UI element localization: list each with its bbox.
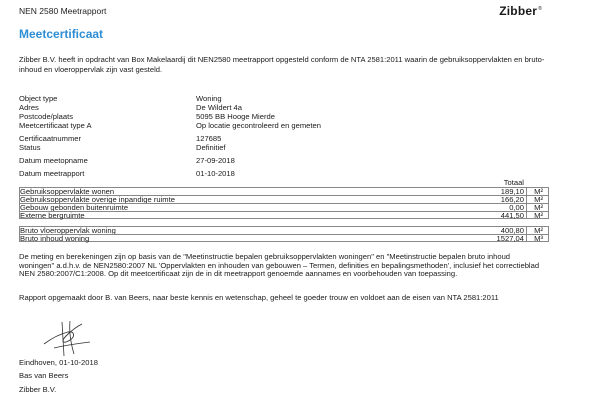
field-value: De Wildert 4a <box>196 103 243 112</box>
table-row <box>19 187 549 195</box>
row-unit: M² <box>534 187 543 196</box>
field-label: Postcode/plaats <box>19 112 74 121</box>
field-status <box>19 143 319 153</box>
row-unit: M² <box>534 203 543 212</box>
column-divider <box>526 211 527 219</box>
row-label: Bruto vloeroppervlak woning <box>20 226 116 235</box>
row-value: 441,50 <box>500 211 524 220</box>
field-value: 5095 BB Hooge Mierde <box>196 112 275 121</box>
row-label: Gebruiksoppervlakte overige inpandige ruimte <box>20 195 175 204</box>
field-value: Woning <box>196 94 222 103</box>
field-value: 127685 <box>196 134 222 143</box>
row-label: Bruto inhoud woning <box>20 234 90 243</box>
row-label: Externe bergruimte <box>20 211 85 220</box>
column-divider <box>526 195 527 203</box>
table-row <box>19 203 549 211</box>
field-label: Meetcertificaat type A <box>19 121 92 130</box>
row-unit: M³ <box>534 234 543 243</box>
row-border <box>19 234 549 242</box>
methodology-paragraph: De meting en berekeningen zijn op basis van de "Meetinstructie bepalen gebruiksoppervlakten woningen" en "Meetinstructie bepalen bruto inhoud woningen" a.d.h.v. de NEN2580:2007 NL 'Oppervlakten en inhouden van gebouwen – Termen, definities en bepalingsmethoden', inclusief het correctieblad NEN 2580:2007/C1:2008. Op dit meetcertificaat zijn de in dit meetrapport genoemde aannames en voorbehouden van toepassing. <box>19 252 540 279</box>
row-unit: M² <box>534 195 543 204</box>
field-label: Certificaatnummer <box>19 134 82 143</box>
table-row <box>19 226 549 234</box>
statement-paragraph: Rapport opgemaakt door B. van Beers, naar beste kennis en wetenschap, geheel te goeder trouw en voldoet aan de eisen van NTA 2581:2011 <box>19 293 499 302</box>
row-value: 189,10 <box>500 187 524 196</box>
table-row <box>19 234 549 242</box>
field-value: 01-10-2018 <box>196 169 235 178</box>
field-value: Definitief <box>196 143 226 152</box>
row-value: 166,20 <box>500 195 524 204</box>
signoff-company: Zibber B.V. <box>19 385 57 394</box>
row-label: Gebouw gebonden buitenruimte <box>20 203 129 212</box>
intro-paragraph: Zibber B.V. heeft in opdracht van Box Makelaardij dit NEN2580 meetrapport opgesteld conform de NTA 2581:2011 waarin de gebruiksoppervlakten en bruto- inhoud en vloeroppervlak zijn vast gesteld. <box>19 55 545 74</box>
field-label: Object type <box>19 94 58 103</box>
column-divider <box>526 203 527 211</box>
field-value: Op locatie gecontroleerd en gemeten <box>196 121 321 130</box>
brand-logo <box>499 4 542 18</box>
brand-name: Zibber <box>499 4 538 18</box>
field-label: Datum meetrapport <box>19 169 85 178</box>
row-unit: M² <box>534 211 543 220</box>
row-border <box>19 211 549 219</box>
row-value: 0,00 <box>509 203 524 212</box>
report-name: NEN 2580 Meetrapport <box>19 6 107 16</box>
field-label: Datum meetopname <box>19 156 88 165</box>
field-label: Adres <box>19 103 39 112</box>
row-value: 400,80 <box>500 226 524 235</box>
field-report-date <box>19 169 319 179</box>
signature-image <box>40 318 95 358</box>
table-row <box>19 211 549 219</box>
row-unit: M² <box>534 226 543 235</box>
field-measure-date <box>19 156 319 166</box>
total-column-header: Totaal <box>503 178 524 187</box>
field-certificate-type <box>19 121 319 131</box>
row-value: 1527,04 <box>496 234 524 243</box>
field-value: 27-09-2018 <box>196 156 235 165</box>
column-divider <box>526 226 527 234</box>
brand-registered-mark: ® <box>538 6 542 12</box>
signoff-place-date: Eindhoven, 01-10-2018 <box>19 358 98 367</box>
table-row <box>19 195 549 203</box>
column-divider <box>526 187 527 195</box>
row-label: Gebruiksoppervlakte wonen <box>20 187 115 196</box>
page-title: Meetcertificaat <box>19 27 104 41</box>
field-label: Status <box>19 143 41 152</box>
column-divider <box>526 234 527 242</box>
signoff-name: Bas van Beers <box>19 371 69 380</box>
